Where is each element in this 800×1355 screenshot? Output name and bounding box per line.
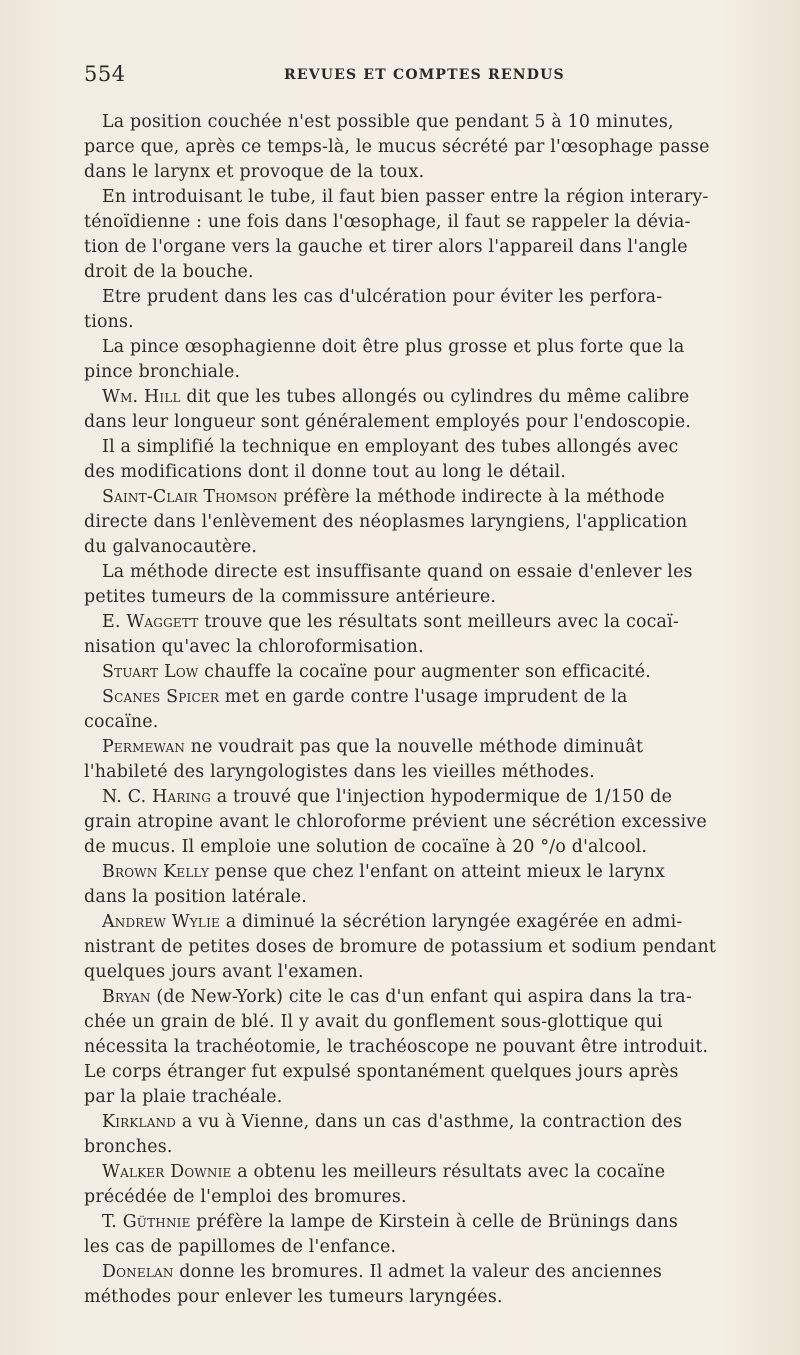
line-text: ne voudrait pas que la nouvelle méthode diminuât xyxy=(185,737,644,757)
text-line xyxy=(84,435,744,460)
text-line xyxy=(84,1260,744,1285)
line-text: l'habileté des laryngologistes dans les vieilles méthodes. xyxy=(84,762,595,782)
line-prefix: N. C. xyxy=(102,787,153,807)
line-text: dit que les tubes allongés ou cylindres du même calibre xyxy=(180,387,690,407)
line-text: précédée de l'emploi des bromures. xyxy=(84,1187,407,1207)
line-text: tion de l'organe vers la gauche et tirer alors l'appareil dans l'angle xyxy=(84,237,688,257)
author-name: Stuart Low xyxy=(102,662,199,682)
line-text: pince bronchiale. xyxy=(84,362,241,382)
line-text: préfère la lampe de Kirstein à celle de Brünings dans xyxy=(190,1212,678,1232)
text-line xyxy=(84,485,744,510)
line-text: a obtenu les meilleurs résultats avec la cocaïne xyxy=(231,1162,666,1182)
text-line xyxy=(84,710,744,735)
line-text: directe dans l'enlèvement des néoplasmes laryngiens, l'application xyxy=(84,512,688,532)
author-name: Scanes Spicer xyxy=(102,687,220,707)
line-text: Il a simplifié la technique en employant des tubes allongés avec xyxy=(102,437,679,457)
text-line xyxy=(84,885,744,910)
text-line xyxy=(84,635,744,660)
line-text: cocaïne. xyxy=(84,712,159,732)
text-line xyxy=(84,910,744,935)
text-line xyxy=(84,1110,744,1135)
text-line xyxy=(84,960,744,985)
text-line xyxy=(84,260,744,285)
line-text: ténoïdienne : une fois dans l'œsophage, il faut se rappeler la dévia- xyxy=(84,212,691,232)
line-text: tions. xyxy=(84,312,134,332)
line-text: La pince œsophagienne doit être plus grosse et plus forte que la xyxy=(102,337,685,357)
text-line xyxy=(84,210,744,235)
line-text: trouve que les résultats sont meilleurs avec la cocaï- xyxy=(198,612,679,632)
text-line xyxy=(84,1010,744,1035)
author-name: Kirkland xyxy=(102,1112,177,1132)
line-text: grain atropine avant le chloroforme prévient une sécrétion excessive xyxy=(84,812,707,832)
text-line xyxy=(84,1035,744,1060)
line-text: Le corps étranger fut expulsé spontanément quelques jours après xyxy=(84,1062,679,1082)
text-line xyxy=(84,1235,744,1260)
text-line xyxy=(84,560,744,585)
line-text: a vu à Vienne, dans un cas d'asthme, la contraction des xyxy=(176,1112,683,1132)
line-text: dans la position latérale. xyxy=(84,887,307,907)
line-text: La méthode directe est insuffisante quand on essaie d'enlever les xyxy=(102,562,693,582)
text-line xyxy=(84,285,744,310)
line-text: met en garde contre l'usage imprudent de la xyxy=(219,687,628,707)
line-text: En introduisant le tube, il faut bien passer entre la région interary- xyxy=(102,187,709,207)
text-line xyxy=(84,935,744,960)
text-line xyxy=(84,185,744,210)
running-title: REVUES ET COMPTES RENDUS xyxy=(284,67,565,83)
text-line xyxy=(84,860,744,885)
line-text: dans le larynx et provoque de la toux. xyxy=(84,162,425,182)
line-text: des modifications dont il donne tout au long le détail. xyxy=(84,462,567,482)
line-text: nisation qu'avec la chloroformisation. xyxy=(84,637,424,657)
line-prefix: T. xyxy=(102,1212,123,1232)
line-text: du galvanocautère. xyxy=(84,537,258,557)
author-name: Bryan xyxy=(102,987,151,1007)
line-text: parce que, après ce temps-là, le mucus sécrété par l'œsophage passe xyxy=(84,137,710,157)
page-number: 554 xyxy=(84,62,126,86)
line-text: quelques jours avant l'examen. xyxy=(84,962,364,982)
text-line xyxy=(84,310,744,335)
text-line xyxy=(84,1060,744,1085)
line-prefix: E. xyxy=(102,612,127,632)
text-line xyxy=(84,1185,744,1210)
line-text: nécessita la trachéotomie, le trachéoscope ne pouvant être introduit. xyxy=(84,1037,709,1057)
text-line xyxy=(84,135,744,160)
body-text xyxy=(84,110,744,1310)
text-line xyxy=(84,535,744,560)
text-line xyxy=(84,360,744,385)
line-text: La position couchée n'est possible que pendant 5 à 10 minutes, xyxy=(102,112,674,132)
text-line xyxy=(84,1085,744,1110)
text-line xyxy=(84,785,744,810)
author-name: Donelan xyxy=(102,1262,174,1282)
line-text: pense que chez l'enfant on atteint mieux le larynx xyxy=(209,862,666,882)
text-line xyxy=(84,1135,744,1160)
text-line xyxy=(84,810,744,835)
text-line xyxy=(84,1160,744,1185)
line-text: méthodes pour enlever les tumeurs laryngées. xyxy=(84,1287,503,1307)
text-line xyxy=(84,685,744,710)
text-line xyxy=(84,760,744,785)
author-name: Permewan xyxy=(102,737,186,757)
line-text: chée un grain de blé. Il y avait du gonflement sous-glottique qui xyxy=(84,1012,663,1032)
text-line xyxy=(84,1285,744,1310)
line-text: bronches. xyxy=(84,1137,173,1157)
text-line xyxy=(84,985,744,1010)
line-text: a trouvé que l'injection hypodermique de 1/150 de xyxy=(211,787,673,807)
text-line xyxy=(84,835,744,860)
line-text: donne les bromures. Il admet la valeur des anciennes xyxy=(173,1262,662,1282)
line-text: (de New-York) cite le cas d'un enfant qui aspira dans la tra- xyxy=(150,987,692,1007)
text-line xyxy=(84,460,744,485)
line-text: Etre prudent dans les cas d'ulcération pour éviter les perfora- xyxy=(102,287,663,307)
text-line xyxy=(84,585,744,610)
text-line xyxy=(84,160,744,185)
text-line xyxy=(84,410,744,435)
line-text: par la plaie trachéale. xyxy=(84,1087,283,1107)
line-text: droit de la bouche. xyxy=(84,262,254,282)
line-text: a diminué la sécrétion laryngée exagérée en admi- xyxy=(220,912,683,932)
text-line xyxy=(84,335,744,360)
author-name: Haring xyxy=(152,787,212,807)
text-line xyxy=(84,660,744,685)
line-text: les cas de papillomes de l'enfance. xyxy=(84,1237,397,1257)
line-text: chauffe la cocaïne pour augmenter son efficacité. xyxy=(198,662,652,682)
line-text: préfère la méthode indirecte à la méthode xyxy=(277,487,665,507)
author-name: Walker Downie xyxy=(102,1162,232,1182)
author-name: Waggett xyxy=(126,612,199,632)
text-line xyxy=(84,510,744,535)
text-line xyxy=(84,735,744,760)
author-name: Güthnie xyxy=(122,1212,191,1232)
text-line xyxy=(84,610,744,635)
page-header xyxy=(84,62,724,88)
text-line xyxy=(84,1210,744,1235)
author-name: Wm. Hill xyxy=(102,387,181,407)
line-text: nistrant de petites doses de bromure de potassium et sodium pendant xyxy=(84,937,717,957)
line-text: petites tumeurs de la commissure antérieure. xyxy=(84,587,497,607)
line-text: de mucus. Il emploie une solution de cocaïne à 20 °/o d'alcool. xyxy=(84,837,648,857)
text-line xyxy=(84,110,744,135)
author-name: Brown Kelly xyxy=(102,862,210,882)
author-name: Saint-Clair Thomson xyxy=(102,487,278,507)
author-name: Andrew Wylie xyxy=(102,912,221,932)
text-line xyxy=(84,385,744,410)
text-line xyxy=(84,235,744,260)
line-text: dans leur longueur sont généralement employés pour l'endoscopie. xyxy=(84,412,692,432)
